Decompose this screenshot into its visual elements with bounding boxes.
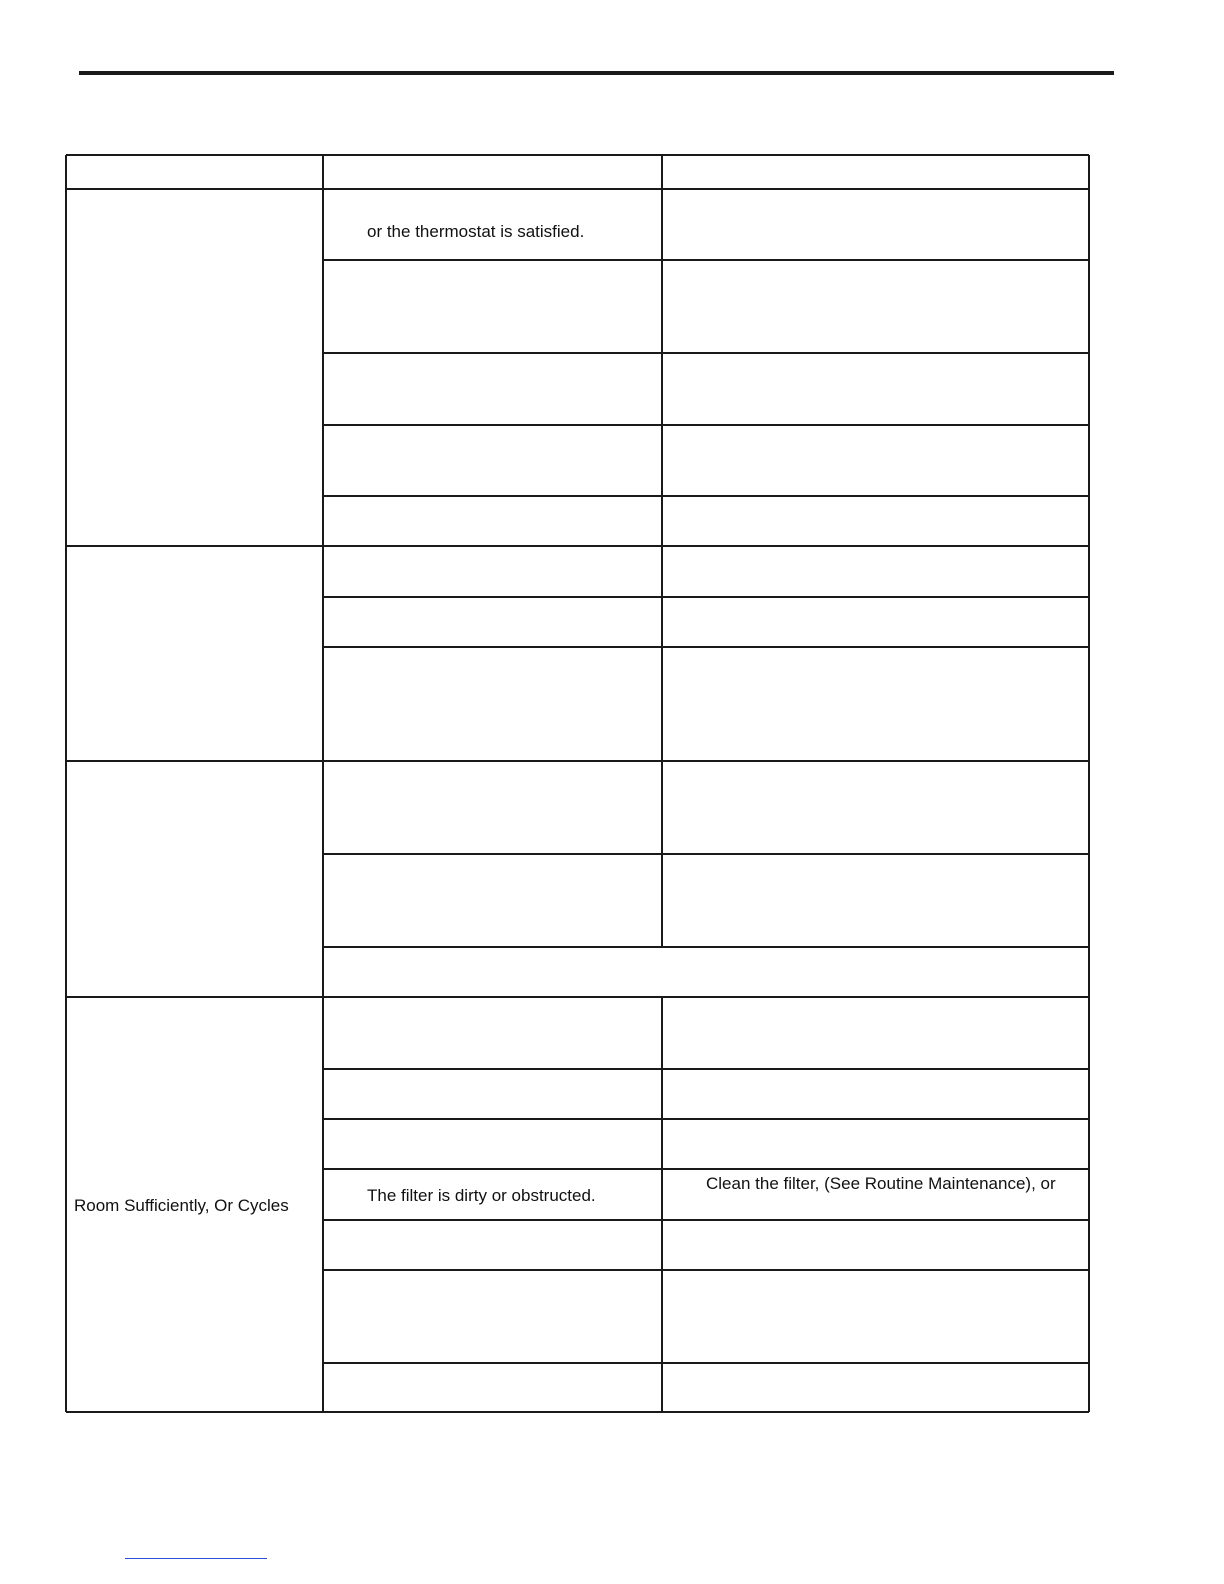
footer-link-underline[interactable] [125, 1558, 267, 1559]
cell-cause-thermostat: or the thermostat is satisfied. [367, 222, 585, 241]
cell-problem-heating: Room Sufficiently, Or Cycles [74, 1196, 289, 1215]
cell-cause-filter: The filter is dirty or obstructed. [367, 1186, 596, 1205]
cell-solution-filter: Clean the filter, (See Routine Maintenance), or [706, 1174, 1056, 1193]
